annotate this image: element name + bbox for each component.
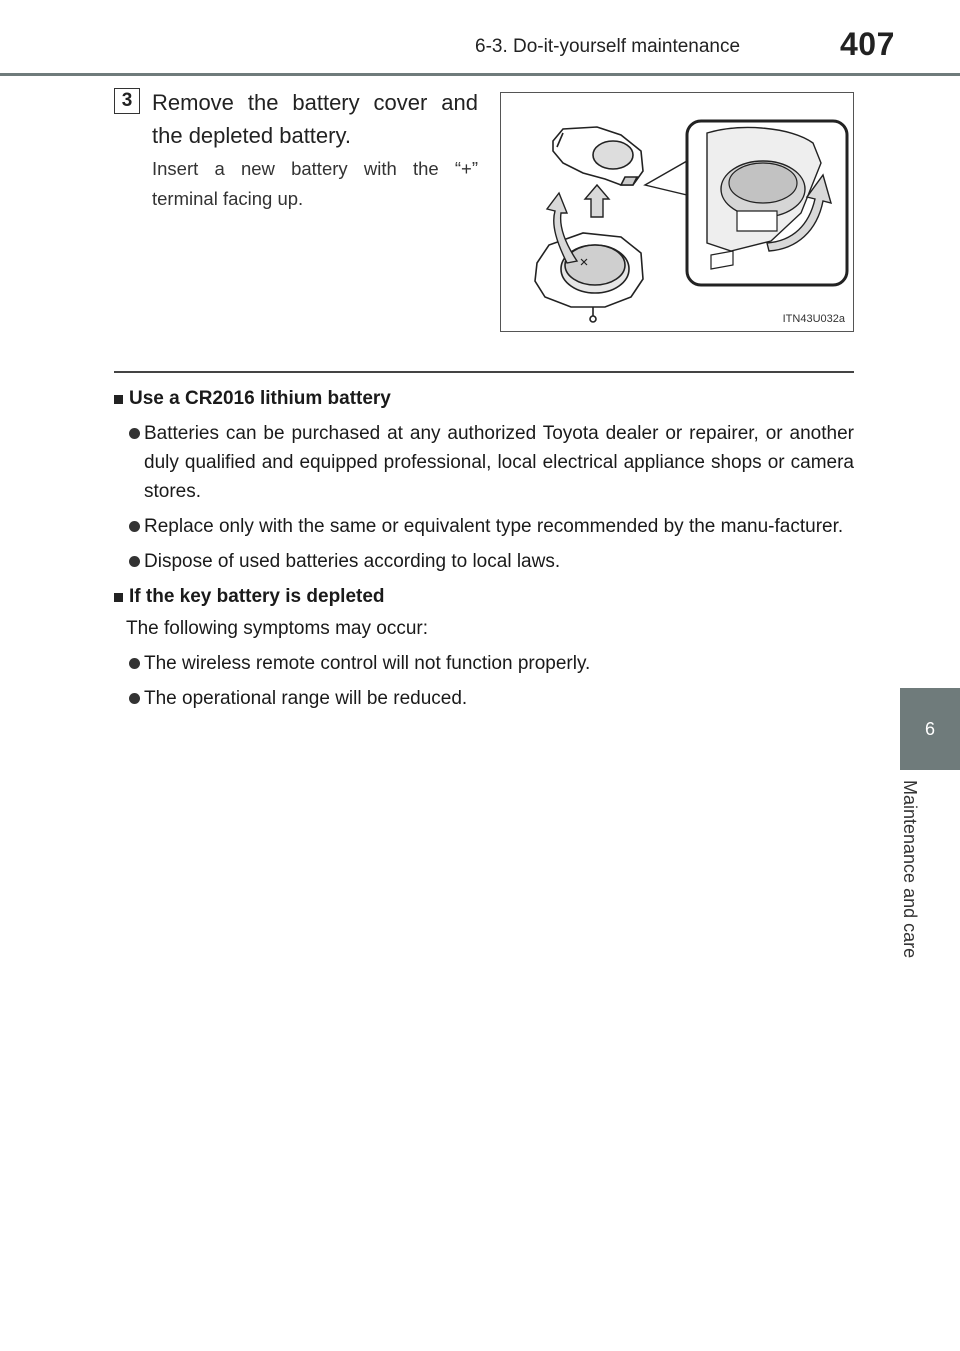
bullet-item [114,684,854,713]
page-header-section: 6-3. Do-it-yourself maintenance [475,36,741,57]
bullet-text: Batteries can be purchased at any authorized Toyota dealer or repairer, or another duly qualified and equipped professional, local electrical appliance shops or camera stores. [144,423,854,502]
chapter-title: Maintenance and care [900,780,920,959]
zoom-detail-drawing [687,121,847,285]
bullet-item [114,649,854,678]
bullet-item [114,512,854,541]
key-battery-illustration [501,93,853,331]
circle-bullet-icon [129,658,140,669]
section-heading [114,385,854,413]
bullet-text: The wireless remote control will not function properly. [144,653,591,674]
battery-replacement-figure [500,92,854,332]
figure-code: ITN43U032a [782,313,845,325]
page-number: 407 [840,26,895,62]
step-note: Insert a new battery with the “+” terminal facing up. [152,158,478,209]
key-fob-base-drawing [535,233,643,322]
section-heading [114,583,854,611]
section-heading-text: If the key battery is depleted [129,586,385,607]
section-key-battery-depleted [114,583,854,713]
section-heading-text: Use a CR2016 lithium battery [129,388,391,409]
bullet-item [114,547,854,576]
step-number-box: 3 [114,88,140,114]
circle-bullet-icon [129,521,140,532]
step-title: Remove the battery cover and the depleted battery. [152,90,478,148]
zoom-connector [645,161,687,195]
section-divider [114,371,854,373]
square-bullet-icon [114,593,123,602]
notes-content [114,385,854,713]
battery-cover-drawing [553,127,643,185]
circle-bullet-icon [129,556,140,567]
header-rule [0,73,960,76]
bullet-text: Dispose of used batteries according to local laws. [144,551,561,572]
chapter-label-wrap [900,780,960,1000]
square-bullet-icon [114,395,123,404]
bullet-item [114,419,854,506]
chapter-number: 6 [924,718,935,739]
bullet-text: The operational range will be reduced. [144,688,468,709]
circle-bullet-icon [129,428,140,439]
chapter-tab[interactable] [900,688,960,770]
section-intro: The following symptoms may occur: [126,618,428,639]
bullet-text: Replace only with the same or equivalent type recommended by the manu-facturer. [144,516,844,537]
circle-bullet-icon [129,693,140,704]
section-battery-type [114,385,854,576]
